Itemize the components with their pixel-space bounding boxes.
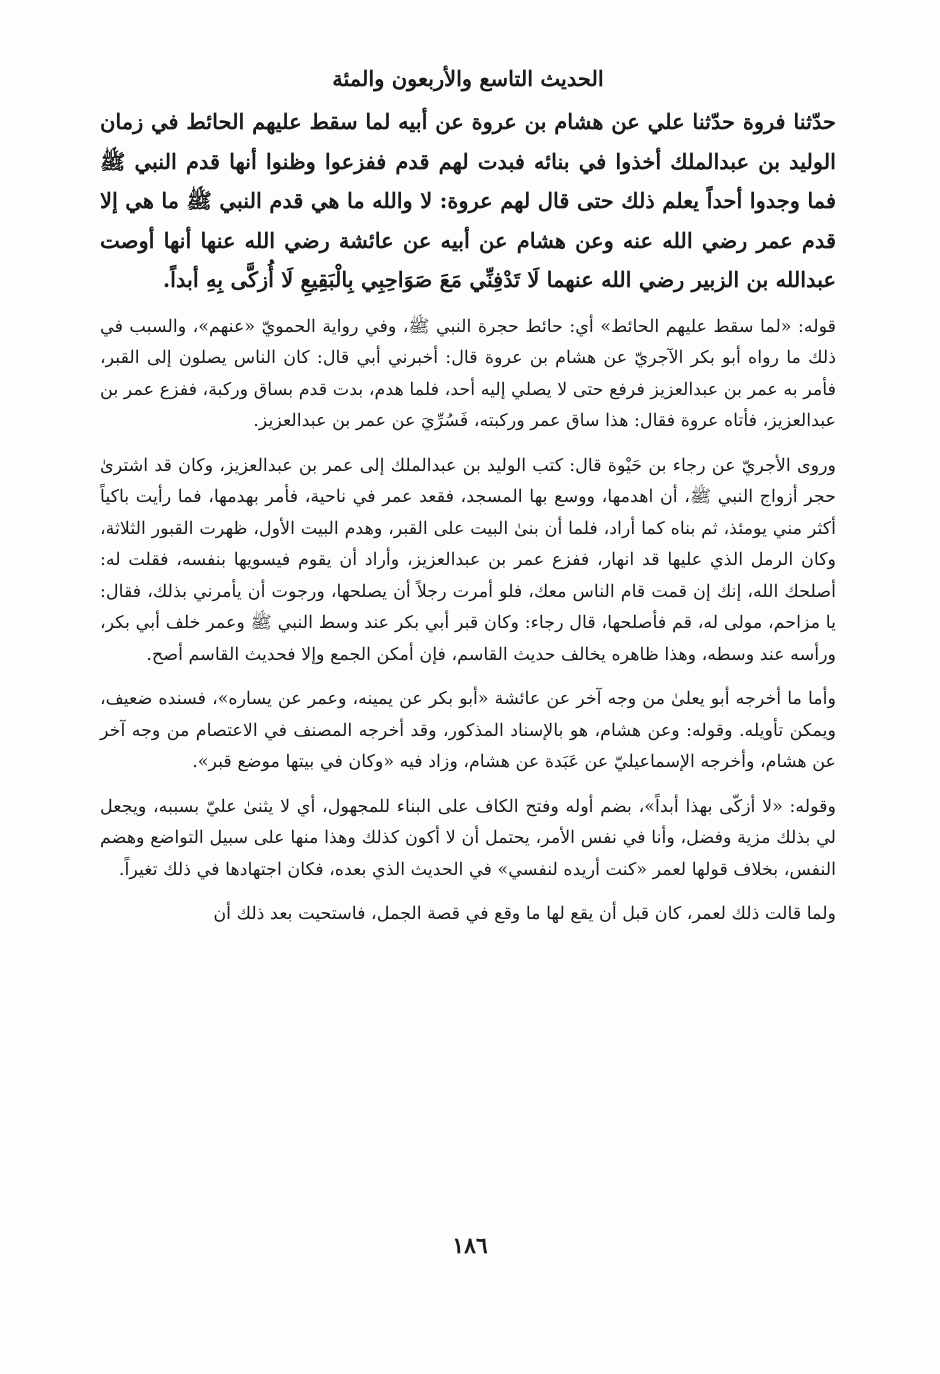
hadith-text: حدّثنا فروة حدّثنا علي عن هشام بن عروة عن أبيه لما سقط عليهم الحائط في زمان الوليد بن عبدالملك أخذوا في بنائه فبدت لهم قدم ففزعوا وظنوا أنها قدم النبي ﷺ فما وجدوا أحداً يعلم ذلك حتى قال لهم عروة: لا والله ما هي قدم النبي ﷺ ما هي إلا قدم عمر رضي الله عنه وعن هشام عن أبيه عن عائشة رضي الله عنها أنها أوصت عبدالله بن الزبير رضي الله عنهما لَا تَدْفِنِّي مَعَ صَوَاحِبِي بِالْبَقِيعِ لَا أُزكَّى بِهِ أبداً. xyxy=(100,109,836,292)
chapter-title: الحديث التاسع والأربعون والمئة xyxy=(332,66,604,91)
page-number: ١٨٦ xyxy=(452,1233,488,1259)
commentary-paragraph: وروى الأجريّ عن رجاء بن حَيْوة قال: كتب الوليد بن عبدالملك إلى عمر بن عبدالعزيز، وكان قد اشترىٰ حجر أزواج النبي ﷺ، أن اهدمها، ووسع بها المسجد، فقعد عمر في ناحية، فأمر بهدمها، فما رأيت باكياً أكثر مني يومئذ، ثم بناه كما أراد، فلما أن بنىٰ البيت على القبر، وهدم البيت الأول، ظهرت القبور الثلاثة، وكان الرمل الذي عليها قد انهار، ففزع عمر بن عبدالعزيز، وأراد أن يقوم فيسويها بنفسه، فقلت له: أصلحك الله، إنك إن قمت قام الناس معك، فلو أمرت رجلاً أن يصلحها، ورجوت أن يأمرني بذلك، فقال: يا مزاحم، مولى له، قم فأصلحها، قال رجاء: وكان قبر أبي بكر عند وسط النبي ﷺ وعمر خلف أبي بكر، ورأسه عند وسطه، وهذا ظاهره يخالف حديث القاسم، فإن أمكن الجمع وإلا فحديث القاسم أصح. xyxy=(100,455,836,665)
page-body xyxy=(100,62,836,944)
commentary-paragraph: ولما قالت ذلك لعمر، كان قبل أن يقع لها ما وقع في قصة الجمل، فاستحيت بعد ذلك أن xyxy=(213,904,836,924)
commentary-paragraph: قوله: «لما سقط عليهم الحائط» أي: حائط حجرة النبي ﷺ، وفي رواية الحمويّ «عنهم»، والسبب في ذلك ما رواه أبو بكر الآجريّ عن هشام بن عروة قال: أخبرني أبي قال: كان الناس يصلون إلى القبر، فأمر به عمر بن عبدالعزيز فرفع حتى لا يصلي إليه أحد، فلما هدم، بدت قدم بساق وركبة، ففزع عمر بن عبدالعزيز، فأتاه عروة فقال: هذا ساق عمر وركبته، فَسُرِّيَ عن عمر بن عبدالعزيز. xyxy=(100,316,836,431)
commentary-paragraph: وقوله: «لا أزكّى بهذا أبداً»، بضم أوله وفتح الكاف على البناء للمجهول، أي لا يثنىٰ عليّ بسببه، ويجعل لي بذلك مزية وفضل، وأنا في نفس الأمر، يحتمل أن لا أكون كذلك وهذا منها على سبيل التواضع وهضم النفس، بخلاف قولها لعمر «كنت أريده لنفسي» في الحديث الذي بعده، فكان اجتهادها في ذلك تغيراً. xyxy=(100,796,836,880)
commentary-paragraph: وأما ما أخرجه أبو يعلىٰ من وجه آخر عن عائشة «أبو بكر عن يمينه، وعمر عن يساره»، فسنده ضعيف، ويمكن تأويله. وقوله: وعن هشام، هو بالإسناد المذكور، وقد أخرجه المصنف في الاعتصام من وجه آخر عن هشام، وأخرجه الإسماعيليّ عن عَبَدة عن هشام، وزاد فيه «وكان في بيتها موضع قبر». xyxy=(100,689,836,772)
